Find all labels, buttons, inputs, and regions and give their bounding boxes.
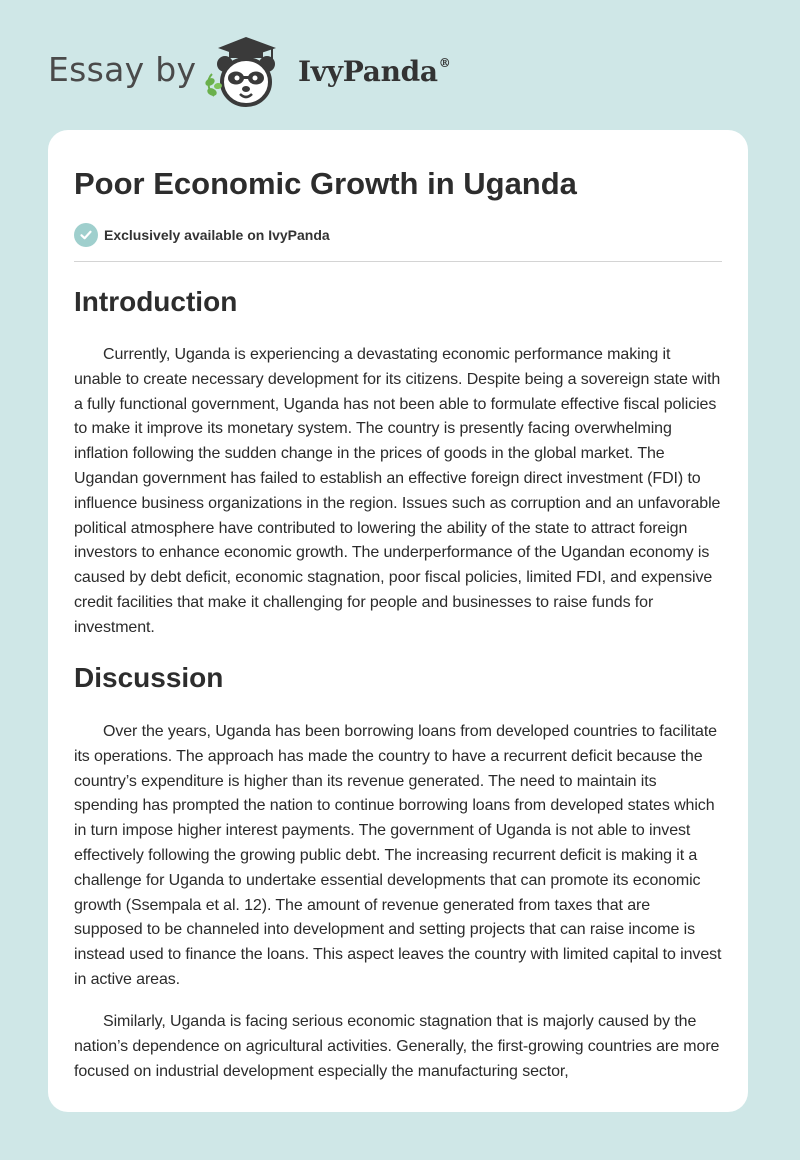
essay-card	[48, 130, 748, 1112]
ivypanda-logo-icon[interactable]	[198, 34, 294, 114]
ivypanda-brand[interactable]	[298, 55, 450, 88]
essay-by-label: Essay by	[48, 50, 197, 89]
checkmark-icon	[74, 223, 98, 247]
site-header	[0, 0, 800, 130]
exclusive-label: Exclusively available on IvyPanda	[104, 227, 330, 243]
discussion-paragraph-1: Over the years, Uganda has been borrowing loans from developed countries to facilitate its operations. The approach has made the country to have a recurrent deficit because the country’s expenditure is higher than its revenue generated. The need to maintain its spending has prompted the nation to continue borrowing loans from developed states which in turn impose higher interest payments. The government of Uganda is not able to invest effectively following the growing public debt. The increasing recurrent deficit is making it a challenge for Uganda to undertake essential developments that can promote its economic growth (Ssempala et al. 12). The amount of revenue generated from taxes that are supposed to be channeled into development and setting projects that can raise income is instead used to finance the loans. This aspect leaves the country with limited capital to invest in active areas.	[74, 723, 722, 988]
section-heading-introduction: Introduction	[74, 286, 238, 317]
exclusive-badge	[74, 222, 330, 248]
brand-name-text[interactable]: IvyPanda	[298, 55, 438, 88]
section-heading-discussion: Discussion	[74, 662, 224, 693]
title-divider	[74, 261, 722, 262]
introduction-paragraph: Currently, Uganda is experiencing a devastating economic performance making it unable to create necessary development for its citizens. Despite being a sovereign state with a fully functional government, Uganda has not been able to formulate effective fiscal policies to make it improve its monetary system. The country is presently facing overwhelming inflation following the sudden change in the prices of goods in the global market. The Ugandan government has failed to establish an effective foreign direct investment (FDI) to influence business organizations in the region. Issues such as corruption and an unfavorable political atmosphere have contributed to lowering the ability of the state to attract foreign investors to enhance economic growth. The underperformance of the Ugandan economy is caused by debt deficit, economic stagnation, poor fiscal policies, limited FDI, and expensive credit facilities that make it challenging for people and businesses to raise funds for investment.	[74, 346, 721, 636]
discussion-paragraph-2: Similarly, Uganda is facing serious economic stagnation that is majorly caused by the nation’s dependence on agricultural activities. Generally, the first-growing countries are more focused on industrial development especially the manufacturing sector,	[74, 1013, 720, 1080]
essay-title: Poor Economic Growth in Uganda	[74, 166, 577, 201]
registered-mark: ®	[438, 55, 451, 70]
